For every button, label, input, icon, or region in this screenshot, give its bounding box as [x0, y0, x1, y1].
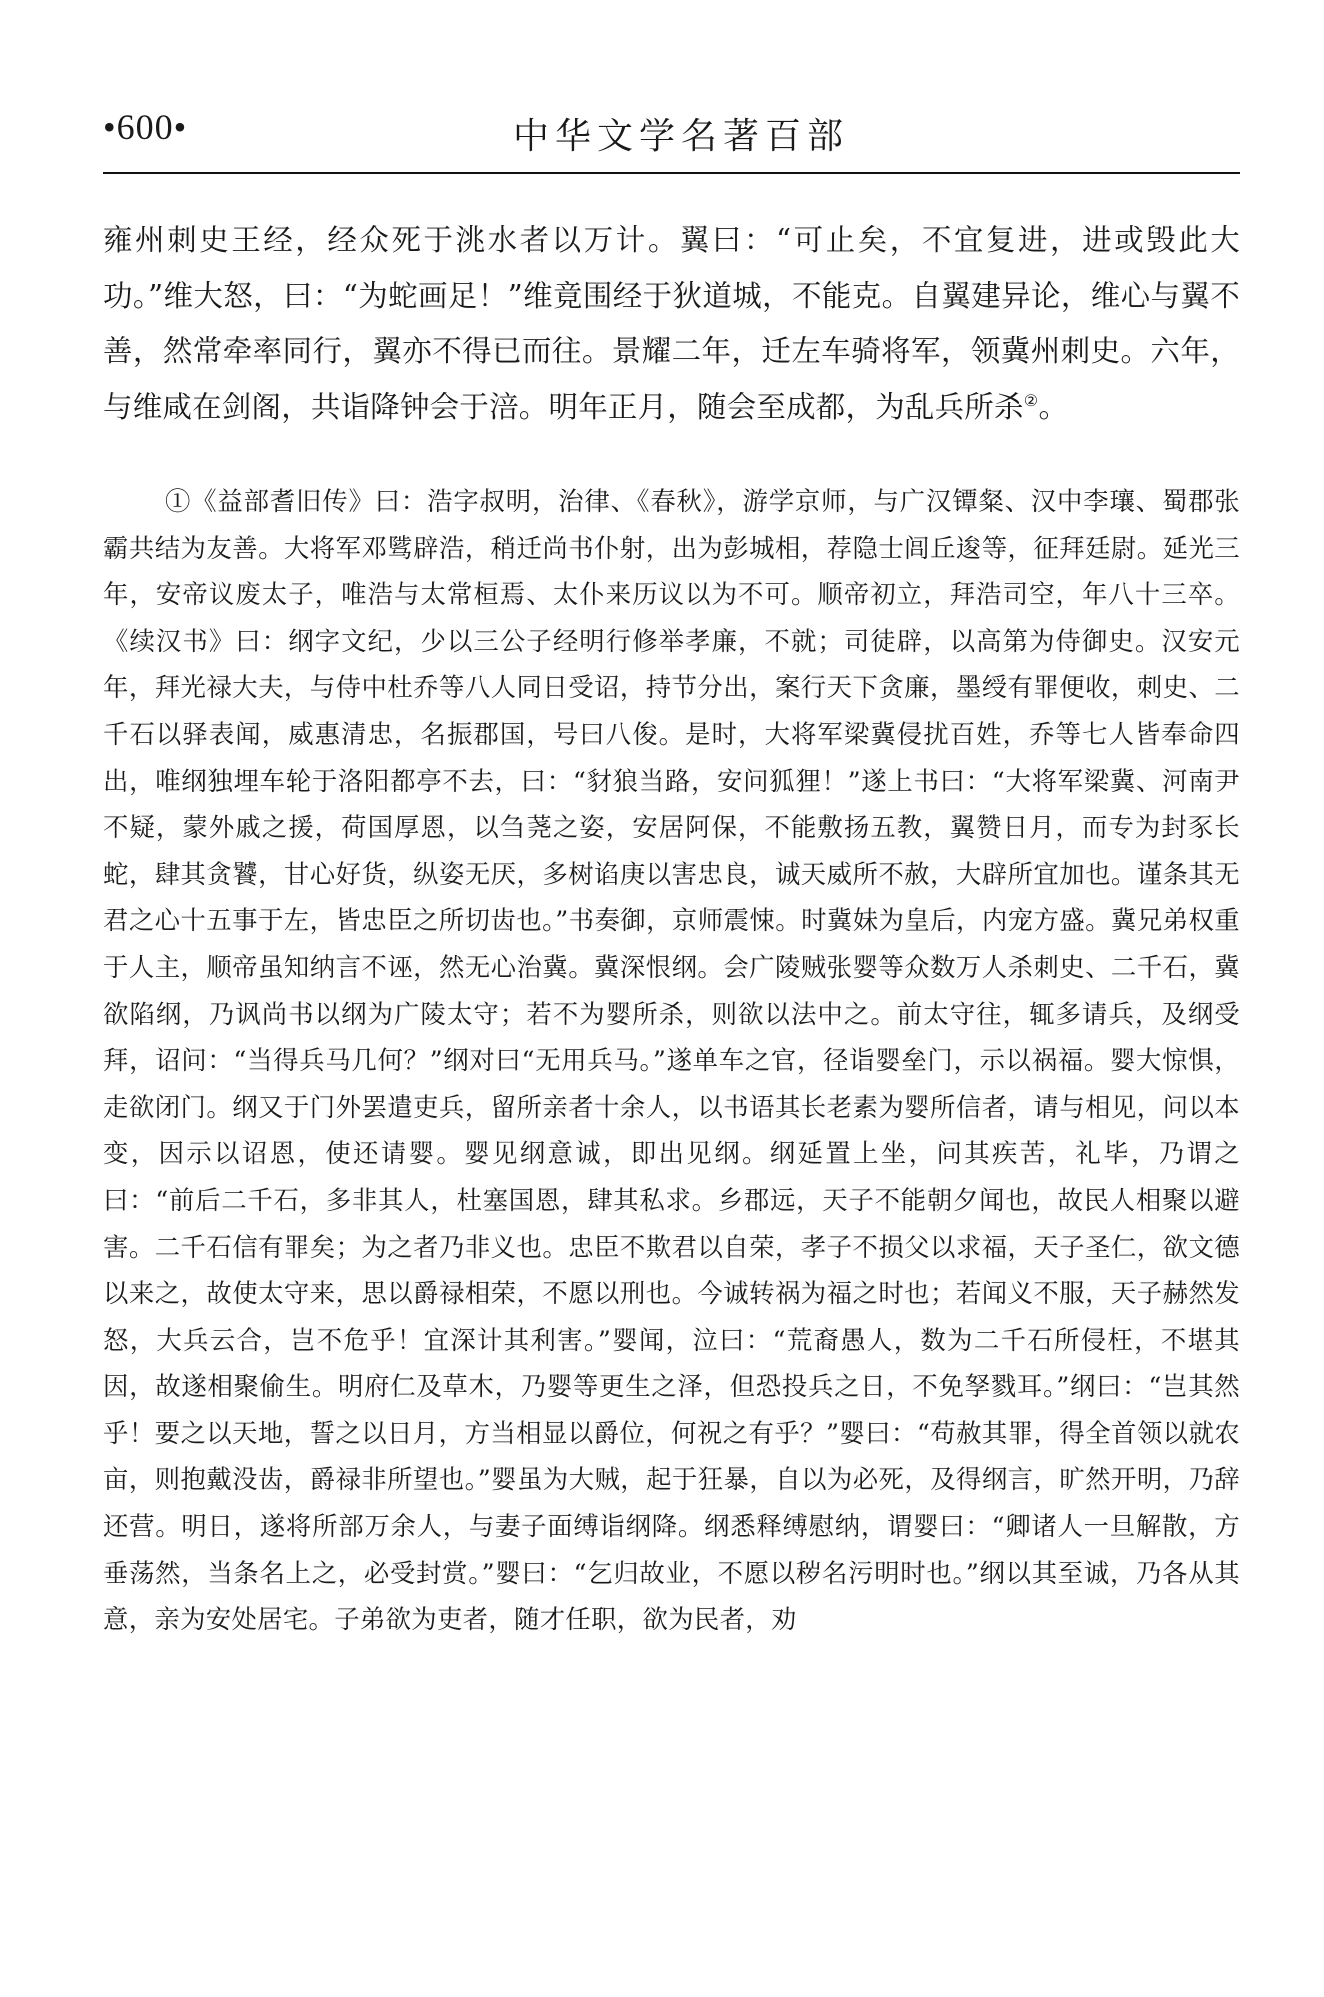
book-page — [103, 0, 1240, 1997]
footnote-ref[interactable]: ② — [1023, 390, 1039, 410]
series-title: 中华文学名著百部 — [513, 116, 850, 157]
page-header — [103, 100, 1240, 174]
main-text — [103, 213, 1240, 435]
page-number: •600• — [103, 107, 188, 147]
annotation-note: ①《益部耆旧传》曰：浩字叔明，治律、《春秋》，游学京师，与广汉镡粲、汉中李瓖、蜀郡张霸共结为友善。大将军邓骘辟浩，稍迁尚书仆射，出为彭城相，荐隐士闾丘逡等，征拜廷尉。延光三年，安帝议废太子，唯浩与太常桓焉、太仆来历议以为不可。顺帝初立，拜浩司空，年八十三卒。《续汉书》曰：纲字文纪，少以三公子经明行修举孝廉，不就；司徒辟，以高第为侍御史。汉安元年，拜光禄大夫，与侍中杜乔等八人同日受诏，持节分出，案行天下贪廉，墨绶有罪便收，刺史、二千石以驿表闻，威惠清忠，名振郡国，号曰八俊。是时，大将军梁冀侵扰百姓，乔等七人皆奉命四出，唯纲独埋车轮于洛阳都亭不去，曰：“豺狼当路，安问狐狸！”遂上书曰：“大将军梁冀、河南尹不疑，蒙外戚之援，荷国厚恩，以刍荛之姿，安居阿保，不能敷扬五教，翼赞日月，而专为封豕长蛇，肆其贪饕，甘心好货，纵姿无厌，多树谄庚以害忠良，诚天威所不赦，大辟所宜加也。谨条其无君之心十五事于左，皆忠臣之所切齿也。”书奏御，京师震悚。时冀妹为皇后，内宠方盛。冀兄弟权重于人主，顺帝虽知纳言不诬，然无心治冀。冀深恨纲。会广陵贼张婴等众数万人杀刺史、二千石，冀欲陷纲，乃讽尚书以纲为广陵太守；若不为婴所杀，则欲以法中之。前太守往，辄多请兵，及纲受拜，诏问：“当得兵马几何？”纲对曰“无用兵马。”遂单车之官，径诣婴垒门，示以祸福。婴大惊惧，走欲闭门。纲又于门外罢遣吏兵，留所亲者十余人，以书语其长老素为婴所信者，请与相见，问以本变，因示以诏恩，使还请婴。婴见纲意诚，即出见纲。纲延置上坐，问其疾苦，礼毕，乃谓之曰：“前后二千石，多非其人，杜塞国恩，肆其私求。乡郡远，天子不能朝夕闻也，故民人相聚以避害。二千石信有罪矣；为之者乃非义也。忠臣不欺君以自荣，孝子不损父以求福，天子圣仁，欲文德以来之，故使太守来，思以爵禄相荣，不愿以刑也。今诚转祸为福之时也；若闻义不服，天子赫然发怒，大兵云合，岂不危乎！宜深计其利害。”婴闻，泣曰：“荒裔愚人，数为二千石所侵枉，不堪其因，故遂相聚偷生。明府仁及草木，乃婴等更生之泽，但恐投兵之日，不免孥戮耳。”纲曰：“岂其然乎！要之以天地，誓之以日月，方当相显以爵位，何祝之有乎？”婴曰：“苟赦其罪，得全首领以就农亩，则抱戴没齿，爵禄非所望也。”婴虽为大贼，起于狂暴，自以为必死，及得纲言，旷然开明，乃辞还营。明日，遂将所部万余人，与妻子面缚诣纲降。纲悉释缚慰纳，谓婴曰：“卿诸人一旦解散，方垂荡然，当条名上之，必受封赏。”婴曰：“乞归故业，不愿以秽名污明时也。”纲以其至诚，乃各从其意，亲为安处居宅。子弟欲为吏者，随才任职，欲为民者，劝 — [103, 486, 1240, 1635]
main-text-body: 雍州刺史王经，经众死于洮水者以万计。翼曰：“可止矣，不宜复进，进或毁此大功。”维大怒，曰：“为蛇画足！”维竟围经于狄道城，不能克。自翼建异论，维心与翼不善，然常牵率同行，翼亦不得已而往。景耀二年，迁左车骑将军，领冀州刺史。六年，与维咸在剑阁，共诣降钟会于涪。明年正月，随会至成都，为乱兵所杀 — [103, 223, 1240, 424]
main-text-end: 。 — [1038, 389, 1069, 424]
